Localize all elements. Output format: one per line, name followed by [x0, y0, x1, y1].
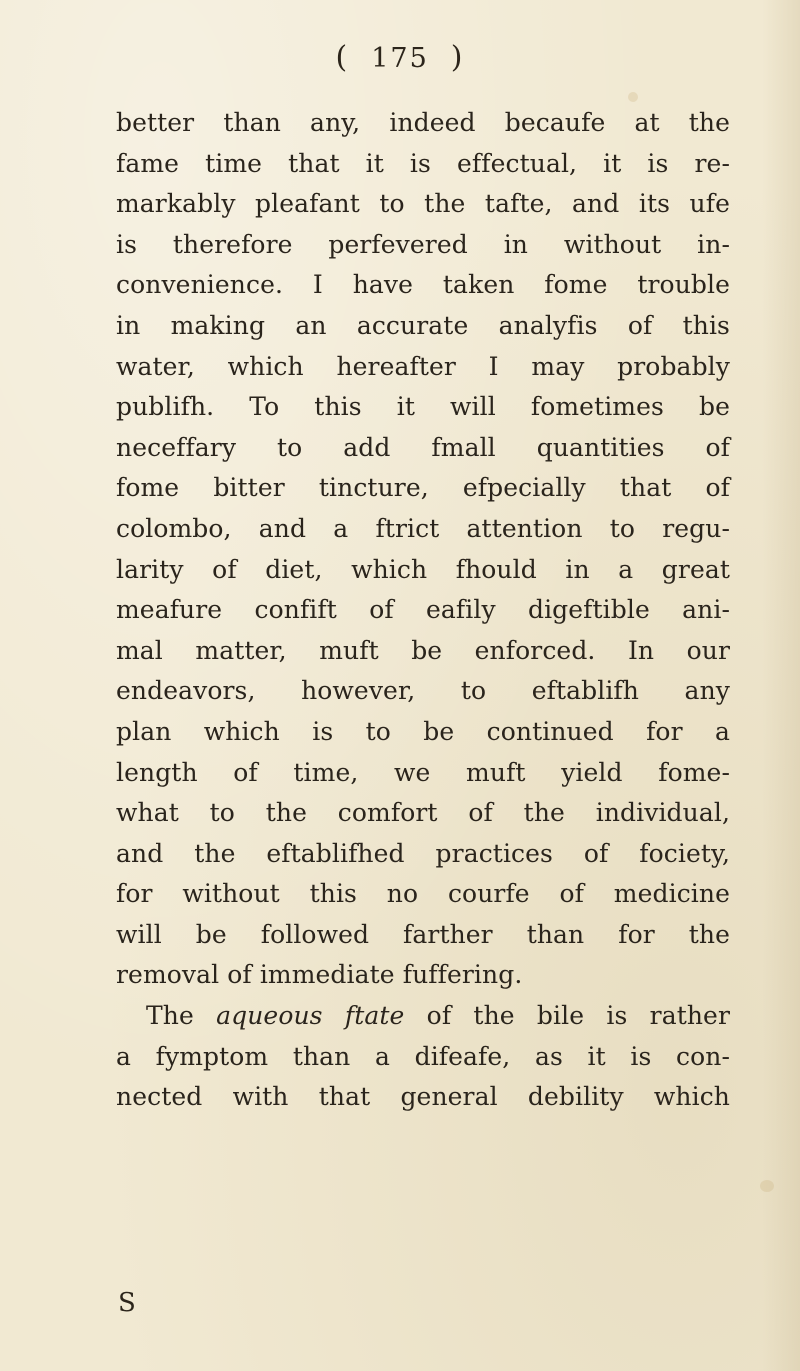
header-close-paren: )	[450, 40, 465, 75]
paper-stain	[760, 1180, 774, 1192]
text-line: convenience. I have taken fome trouble	[116, 270, 730, 300]
page-header	[0, 40, 800, 75]
text-line: for without this no courfe of medicine	[116, 879, 730, 909]
text-line: plan which is to be continued for a	[116, 716, 730, 746]
text-line: better than any, indeed becaufe at the	[116, 108, 730, 137]
text-line: water, which hereafter I may probably	[116, 351, 730, 381]
text-line: publifh. To this it will fometimes be	[116, 392, 730, 422]
para2-suffix: of the bile is rather	[404, 1001, 730, 1031]
text-line: length of time, we muft yield fome-	[116, 757, 730, 787]
text-line: is therefore perfevered in without in-	[116, 229, 730, 259]
header-open-paren: (	[335, 40, 350, 75]
text-line: larity of diet, which fhould in a great	[116, 554, 730, 584]
text-line-paragraph-end: removal of immediate fuffering.	[116, 960, 523, 990]
text-line: colombo, and a ftrict attention to regu-	[116, 513, 730, 543]
text-line: will be followed farther than for the	[116, 919, 730, 949]
body-text	[116, 103, 730, 1118]
text-line: and the eftablifhed practices of fociety,	[116, 838, 730, 868]
text-line: mal matter, muft be enforced. In our	[116, 635, 730, 665]
catchword: S	[118, 1288, 136, 1318]
text-line: neceffary to add fmall quantities of	[116, 432, 730, 462]
paper-stain	[628, 92, 638, 102]
para2-prefix: The	[146, 1001, 217, 1031]
text-line: nected with that general debility which	[116, 1082, 730, 1112]
text-line: fame time that it is effectual, it is re-	[116, 148, 730, 178]
text-line-paragraph-start	[116, 996, 730, 1037]
text-line: meafure confift of eafily digeftible ani-	[116, 595, 730, 625]
page-number: 175	[371, 43, 429, 74]
text-line: a fymptom than a difeafe, as it is con-	[116, 1041, 730, 1071]
text-line: markably pleafant to the tafte, and its ufe	[116, 189, 730, 219]
italic-phrase: aqueous ftate	[216, 1001, 405, 1031]
text-line: in making an accurate analyfis of this	[116, 310, 730, 340]
text-line: endeavors, however, to eftablifh any	[116, 676, 730, 706]
text-line: what to the comfort of the individual,	[116, 798, 730, 828]
text-line: fome bitter tincture, efpecially that of	[116, 473, 730, 503]
